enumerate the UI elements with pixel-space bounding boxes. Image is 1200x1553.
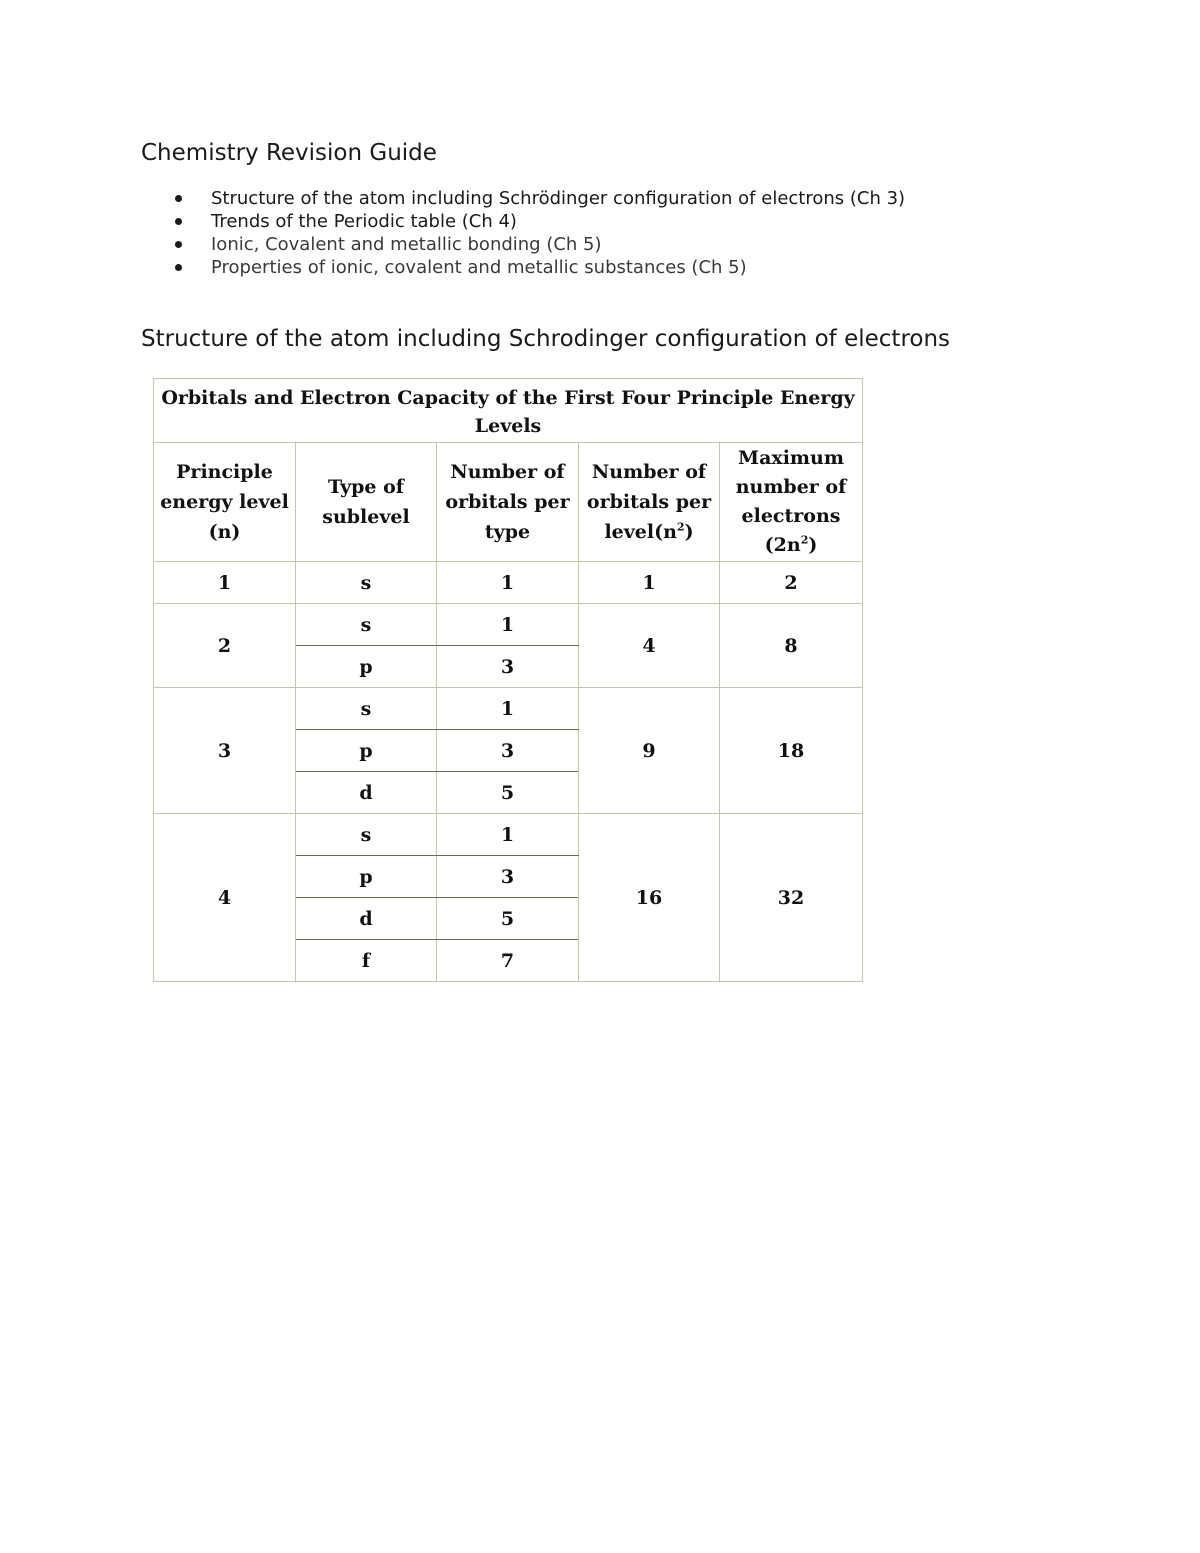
header-type-of-sublevel: Type of sublevel (296, 443, 437, 562)
cell-sublevel-type: s (296, 562, 437, 604)
cell-orbitals-per-type: 1 (437, 604, 579, 646)
superscript: 2 (676, 520, 685, 534)
bullet-icon (175, 264, 182, 271)
table-caption: Orbitals and Electron Capacity of the First Four Principle Energy Levels (154, 379, 863, 443)
cell-sublevel-type: s (296, 814, 437, 856)
table-row (154, 688, 863, 730)
cell-sublevel-type: s (296, 604, 437, 646)
cell-orbitals-per-type: 3 (437, 856, 579, 898)
list-item (141, 210, 905, 233)
cell-orbitals-per-level: 1 (579, 562, 720, 604)
cell-max-electrons: 8 (720, 604, 863, 688)
section-heading: Structure of the atom including Schrodinger configuration of electrons (141, 326, 951, 352)
header-orbitals-per-level-text: Number of orbitals per level(n (586, 461, 712, 543)
cell-sublevel-type: p (296, 856, 437, 898)
cell-orbitals-per-type: 3 (437, 730, 579, 772)
list-item (141, 187, 905, 210)
cell-energy-level: 3 (154, 688, 296, 814)
topic-list (141, 187, 905, 279)
header-max-electrons-tail: ) (808, 534, 818, 556)
cell-sublevel-type: p (296, 730, 437, 772)
cell-sublevel-type: f (296, 940, 437, 982)
cell-orbitals-per-type: 5 (437, 772, 579, 814)
header-orbitals-per-level-tail: ) (684, 521, 694, 543)
cell-orbitals-per-level: 4 (579, 604, 720, 688)
cell-sublevel-type: d (296, 772, 437, 814)
bullet-icon (175, 241, 182, 248)
table-row (154, 814, 863, 856)
cell-orbitals-per-type: 3 (437, 646, 579, 688)
header-principle-energy-level: Principle energy level (n) (154, 443, 296, 562)
cell-orbitals-per-type: 1 (437, 562, 579, 604)
header-orbitals-per-type: Number of orbitals per type (437, 443, 579, 562)
cell-orbitals-per-level: 9 (579, 688, 720, 814)
header-orbitals-per-level (579, 443, 720, 562)
cell-orbitals-per-type: 5 (437, 898, 579, 940)
cell-energy-level: 2 (154, 604, 296, 688)
list-item-text: Structure of the atom including Schrödinger configuration of electrons (Ch 3) (211, 188, 906, 209)
bullet-icon (175, 218, 182, 225)
list-item (141, 233, 905, 256)
cell-max-electrons: 2 (720, 562, 863, 604)
superscript: 2 (800, 533, 809, 547)
cell-sublevel-type: s (296, 688, 437, 730)
cell-energy-level: 4 (154, 814, 296, 982)
cell-orbitals-per-level: 16 (579, 814, 720, 982)
list-item (141, 256, 905, 279)
document-title: Chemistry Revision Guide (141, 140, 437, 166)
cell-sublevel-type: d (296, 898, 437, 940)
bullet-icon (175, 195, 182, 202)
header-max-electrons (720, 443, 863, 562)
cell-orbitals-per-type: 1 (437, 688, 579, 730)
header-max-electrons-text: Maximum number of electrons (2n (735, 447, 847, 556)
table-row (154, 604, 863, 646)
cell-max-electrons: 18 (720, 688, 863, 814)
cell-sublevel-type: p (296, 646, 437, 688)
table-row (154, 562, 863, 604)
list-item-text: Trends of the Periodic table (Ch 4) (211, 211, 517, 232)
list-item-text: Properties of ionic, covalent and metallic substances (Ch 5) (211, 257, 747, 278)
cell-energy-level: 1 (154, 562, 296, 604)
cell-max-electrons: 32 (720, 814, 863, 982)
list-item-text: Ionic, Covalent and metallic bonding (Ch 5) (211, 234, 602, 255)
orbital-capacity-table (153, 378, 863, 982)
cell-orbitals-per-type: 7 (437, 940, 579, 982)
cell-orbitals-per-type: 1 (437, 814, 579, 856)
table-body (154, 562, 863, 982)
